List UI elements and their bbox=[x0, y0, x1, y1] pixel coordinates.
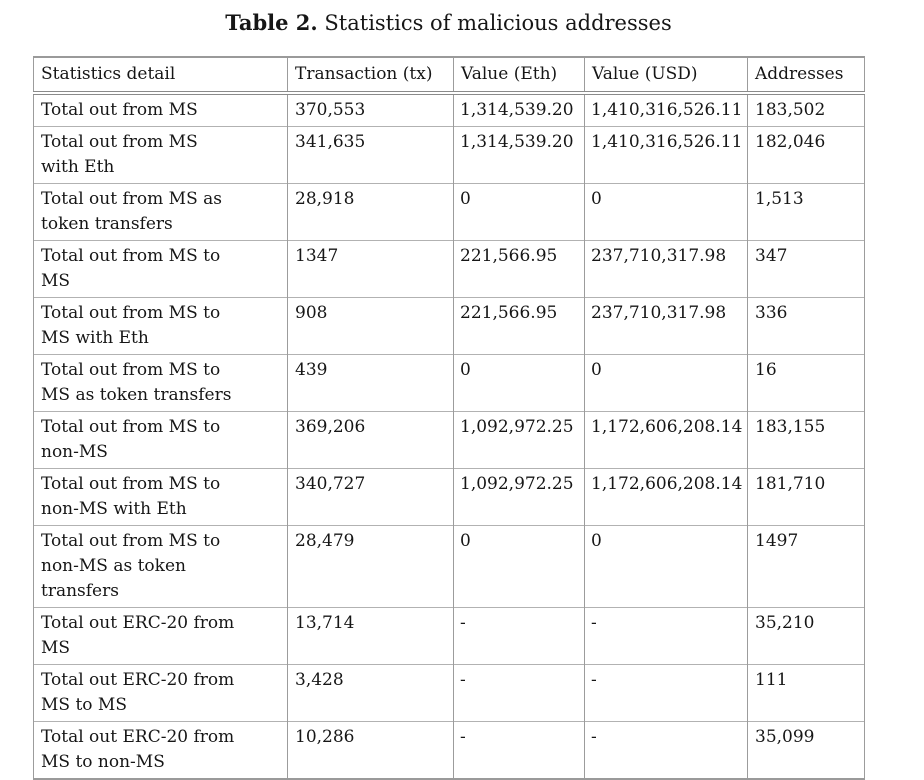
value-cell: 347 bbox=[748, 241, 865, 298]
table-row bbox=[34, 608, 865, 665]
table-row bbox=[34, 93, 865, 127]
row-label-cell: Total out from MS to MS as token transfers bbox=[34, 355, 288, 412]
caption-label: Table 2. bbox=[225, 10, 318, 35]
value-cell: 340,727 bbox=[288, 469, 454, 526]
value-cell: 1,092,972.25 bbox=[454, 469, 585, 526]
table-caption bbox=[33, 0, 864, 35]
row-label-cell: Total out from MS to MS with Eth bbox=[34, 298, 288, 355]
column-header: Transaction (tx) bbox=[288, 57, 454, 93]
value-cell: 0 bbox=[585, 526, 748, 608]
value-cell: - bbox=[585, 608, 748, 665]
table-body bbox=[34, 93, 865, 779]
table-row bbox=[34, 526, 865, 608]
table-row bbox=[34, 184, 865, 241]
value-cell: - bbox=[585, 722, 748, 780]
value-cell: 111 bbox=[748, 665, 865, 722]
value-cell: 0 bbox=[454, 526, 585, 608]
column-header: Addresses bbox=[748, 57, 865, 93]
value-cell: 237,710,317.98 bbox=[585, 298, 748, 355]
value-cell: 183,155 bbox=[748, 412, 865, 469]
value-cell: 439 bbox=[288, 355, 454, 412]
value-cell: 221,566.95 bbox=[454, 298, 585, 355]
row-label-cell: Total out from MS to MS bbox=[34, 241, 288, 298]
row-label-cell: Total out ERC-20 from MS to MS bbox=[34, 665, 288, 722]
table-row bbox=[34, 722, 865, 780]
value-cell: 1,172,606,208.14 bbox=[585, 412, 748, 469]
value-cell: - bbox=[454, 722, 585, 780]
column-header: Value (Eth) bbox=[454, 57, 585, 93]
value-cell: - bbox=[454, 665, 585, 722]
value-cell: 0 bbox=[454, 184, 585, 241]
value-cell: 237,710,317.98 bbox=[585, 241, 748, 298]
table-row bbox=[34, 127, 865, 184]
value-cell: 341,635 bbox=[288, 127, 454, 184]
value-cell: 1,410,316,526.11 bbox=[585, 127, 748, 184]
value-cell: 1,314,539.20 bbox=[454, 127, 585, 184]
value-cell: 1,092,972.25 bbox=[454, 412, 585, 469]
row-label-cell: Total out from MS bbox=[34, 93, 288, 127]
value-cell: 0 bbox=[585, 184, 748, 241]
value-cell: 35,210 bbox=[748, 608, 865, 665]
value-cell: - bbox=[454, 608, 585, 665]
value-cell: 1347 bbox=[288, 241, 454, 298]
value-cell: 13,714 bbox=[288, 608, 454, 665]
value-cell: 1497 bbox=[748, 526, 865, 608]
table-row bbox=[34, 469, 865, 526]
value-cell: 369,206 bbox=[288, 412, 454, 469]
row-label-cell: Total out from MS as token transfers bbox=[34, 184, 288, 241]
row-label-cell: Total out ERC-20 from MS to non-MS bbox=[34, 722, 288, 780]
table-row bbox=[34, 241, 865, 298]
value-cell: 183,502 bbox=[748, 93, 865, 127]
value-cell: 1,172,606,208.14 bbox=[585, 469, 748, 526]
value-cell: 181,710 bbox=[748, 469, 865, 526]
table-row bbox=[34, 298, 865, 355]
value-cell: 0 bbox=[454, 355, 585, 412]
value-cell: 370,553 bbox=[288, 93, 454, 127]
value-cell: 10,286 bbox=[288, 722, 454, 780]
value-cell: 35,099 bbox=[748, 722, 865, 780]
caption-text: Statistics of malicious addresses bbox=[324, 11, 672, 35]
value-cell: 1,314,539.20 bbox=[454, 93, 585, 127]
value-cell: 28,479 bbox=[288, 526, 454, 608]
row-label-cell: Total out from MS with Eth bbox=[34, 127, 288, 184]
value-cell: - bbox=[585, 665, 748, 722]
value-cell: 0 bbox=[585, 355, 748, 412]
value-cell: 182,046 bbox=[748, 127, 865, 184]
value-cell: 3,428 bbox=[288, 665, 454, 722]
value-cell: 221,566.95 bbox=[454, 241, 585, 298]
row-label-cell: Total out from MS to non-MS as token transfers bbox=[34, 526, 288, 608]
table-header-row bbox=[34, 57, 865, 93]
table-row bbox=[34, 412, 865, 469]
row-label-cell: Total out ERC-20 from MS bbox=[34, 608, 288, 665]
value-cell: 336 bbox=[748, 298, 865, 355]
table-row bbox=[34, 665, 865, 722]
value-cell: 1,513 bbox=[748, 184, 865, 241]
column-header: Value (USD) bbox=[585, 57, 748, 93]
table-row bbox=[34, 355, 865, 412]
row-label-cell: Total out from MS to non-MS with Eth bbox=[34, 469, 288, 526]
value-cell: 1,410,316,526.11 bbox=[585, 93, 748, 127]
value-cell: 908 bbox=[288, 298, 454, 355]
column-header: Statistics detail bbox=[34, 57, 288, 93]
value-cell: 28,918 bbox=[288, 184, 454, 241]
statistics-table bbox=[33, 56, 865, 780]
row-label-cell: Total out from MS to non-MS bbox=[34, 412, 288, 469]
value-cell: 16 bbox=[748, 355, 865, 412]
